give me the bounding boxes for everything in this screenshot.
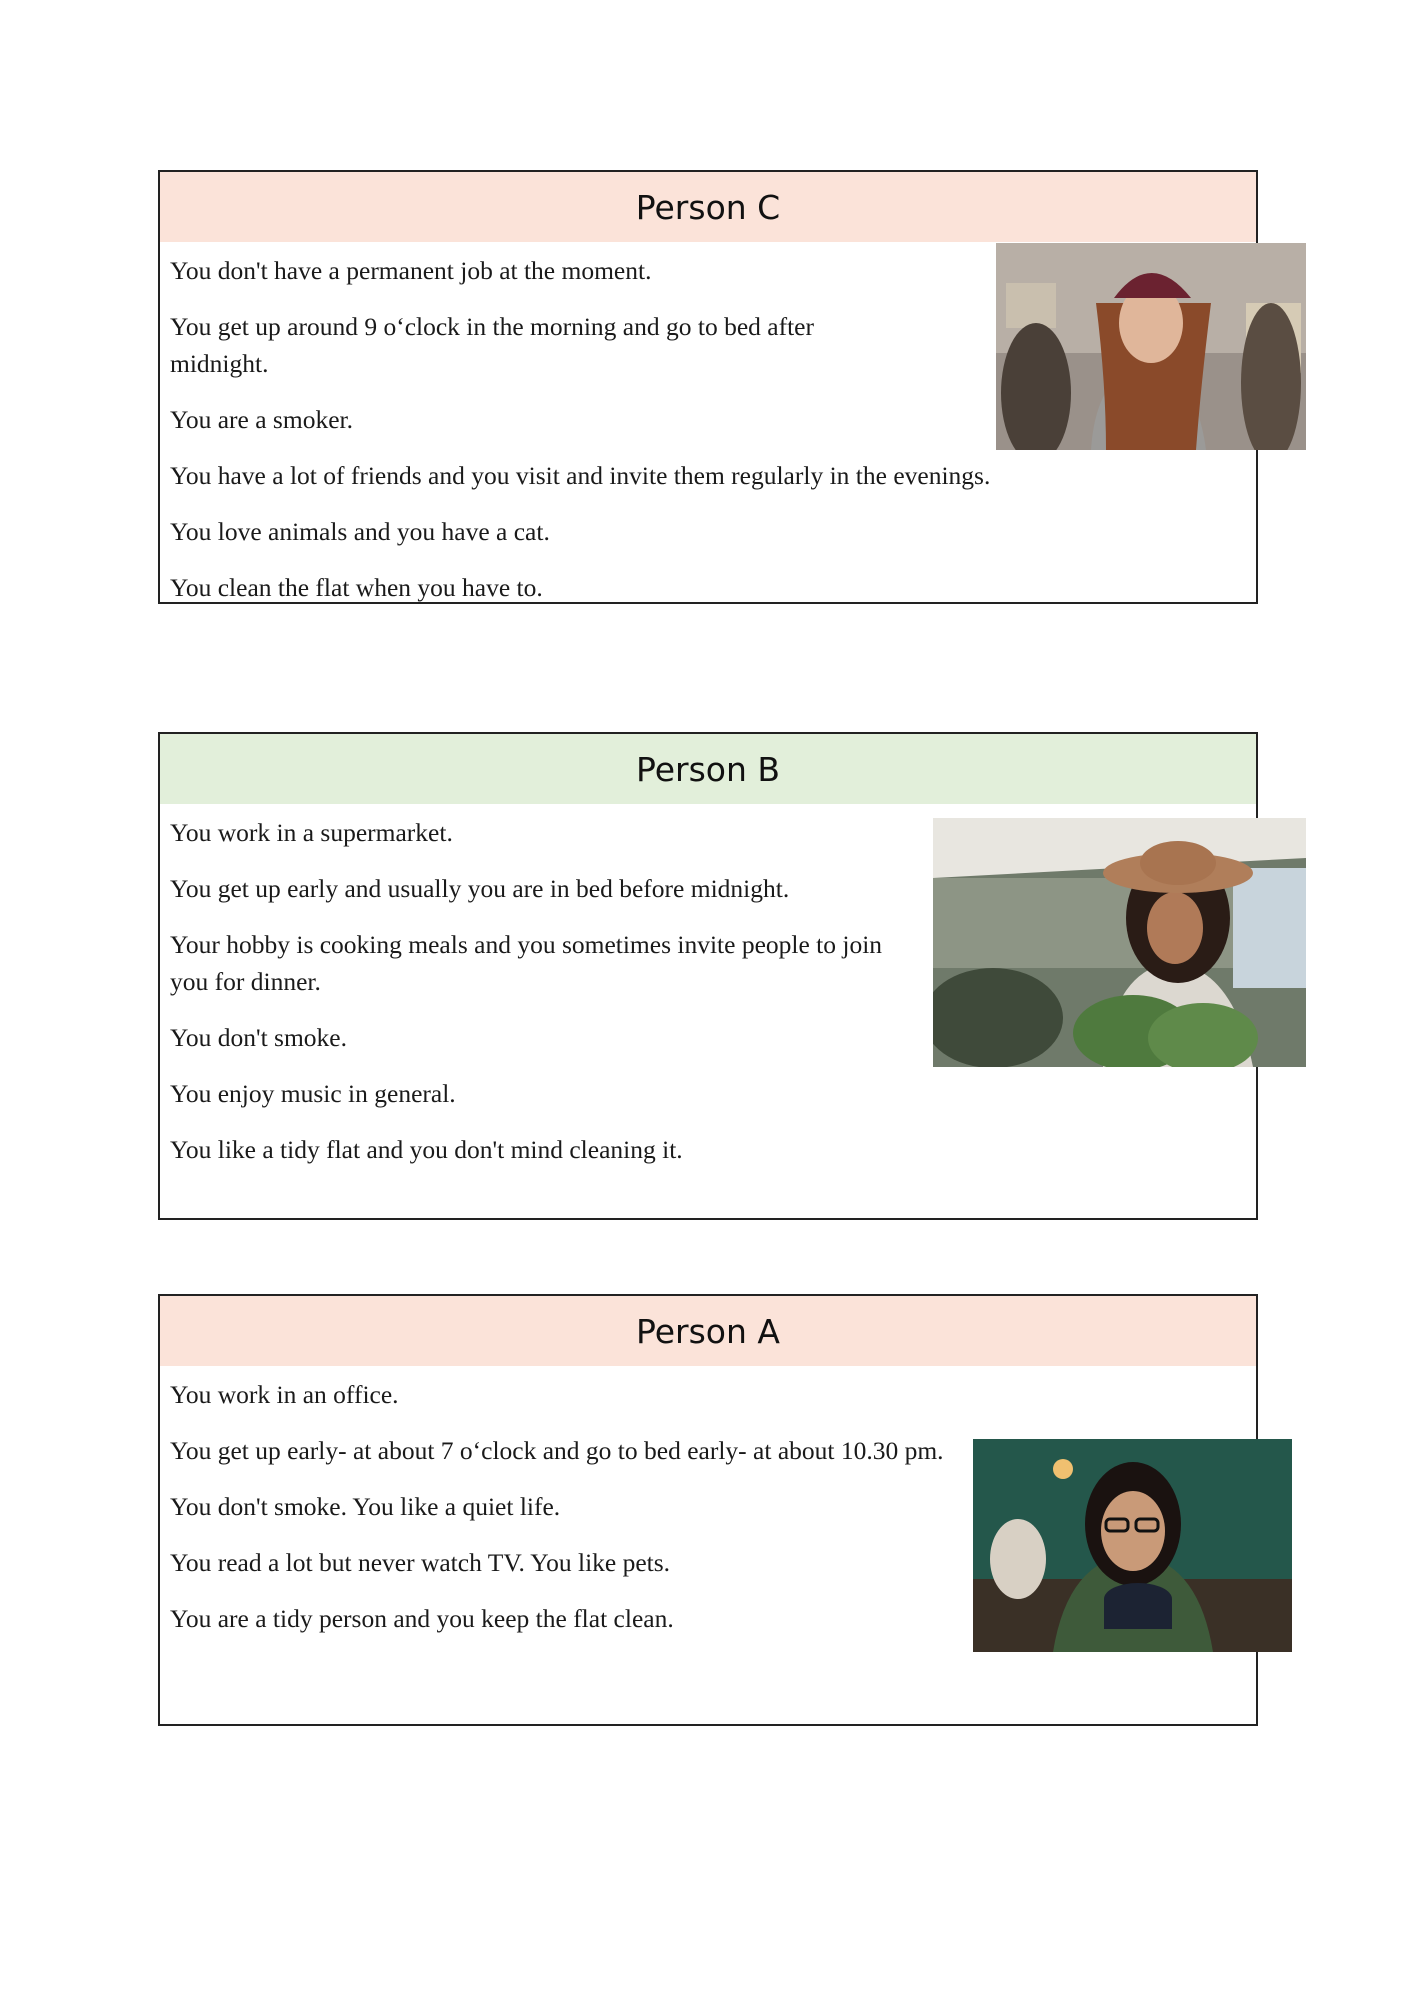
person-b-line-4: You don't smoke. bbox=[170, 1023, 347, 1052]
person-a-line-5: You are a tidy person and you keep the flat clean. bbox=[170, 1604, 674, 1633]
person-c-line-3: You are a smoker. bbox=[170, 405, 353, 434]
person-b-photo bbox=[933, 818, 1306, 1067]
person-b-line-2: You get up early and usually you are in bed before midnight. bbox=[170, 874, 790, 903]
person-a-line-3: You don't smoke. You like a quiet life. bbox=[170, 1492, 561, 1521]
person-b-header bbox=[160, 734, 1256, 804]
person-c-title: Person C bbox=[635, 187, 781, 227]
person-b-line-6: You like a tidy flat and you don't mind cleaning it. bbox=[170, 1135, 683, 1164]
person-a-line-1: You work in an office. bbox=[170, 1380, 399, 1409]
person-a-line-2: You get up early- at about 7 o‘clock and go to bed early- at about 10.30 pm. bbox=[170, 1436, 944, 1465]
person-c-line-2: You get up around 9 o‘clock in the morning and go to bed after midnight. bbox=[170, 312, 814, 378]
person-c-line-1: You don't have a permanent job at the moment. bbox=[170, 256, 652, 285]
person-c-line-5: You love animals and you have a cat. bbox=[170, 517, 550, 546]
person-a-title: Person A bbox=[636, 1311, 780, 1351]
person-a-header bbox=[160, 1296, 1256, 1366]
person-a-line-4: You read a lot but never watch TV. You like pets. bbox=[170, 1548, 671, 1577]
person-b-line-1: You work in a supermarket. bbox=[170, 818, 453, 847]
person-b-line-5: You enjoy music in general. bbox=[170, 1079, 456, 1108]
person-b-title: Person B bbox=[635, 749, 781, 789]
person-c-line-4: You have a lot of friends and you visit and invite them regularly in the evenings. bbox=[170, 461, 991, 490]
person-c-photo bbox=[996, 243, 1306, 450]
person-b-line-3: Your hobby is cooking meals and you sometimes invite people to join you for dinner. bbox=[170, 930, 883, 996]
person-c-line-6: You clean the flat when you have to. bbox=[170, 573, 543, 602]
person-c-header bbox=[160, 172, 1256, 242]
person-a-photo bbox=[973, 1439, 1292, 1652]
